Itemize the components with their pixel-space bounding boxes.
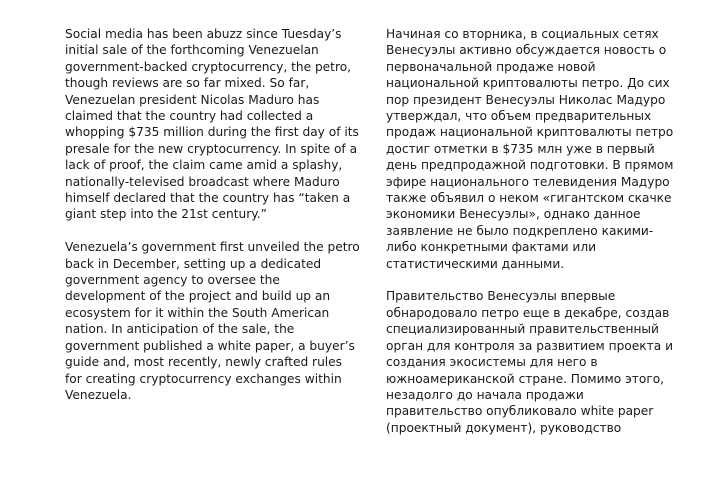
text-line: национальной криптовалюты петро. До сих	[386, 76, 670, 91]
text-line: либо конкретными фактами или	[386, 240, 597, 255]
text-line: nationally-televised broadcast where Maduro	[65, 174, 340, 189]
text-line: himself declared that the country has “taken a	[65, 191, 351, 206]
text-line: также объявил о неком «гигантском скачке	[386, 191, 672, 206]
text-line: ecosystem for it within the South American	[65, 305, 330, 320]
text-line: пор президент Венесуэлы Николас Мадуро	[386, 92, 666, 107]
text-line: claimed that the country had collected a	[65, 109, 314, 124]
text-line: орган для контроля за развитием проекта и	[386, 338, 673, 353]
text-line: for creating cryptocurrency exchanges within	[65, 371, 342, 386]
text-line: nation. In anticipation of the sale, the	[65, 322, 295, 337]
text-line: Venezuela’s government first unveiled the petro	[65, 240, 360, 255]
text-line: обнародовало петро еще в декабре, создав	[386, 305, 670, 320]
text-line: lack of proof, the claim came amid a splashy,	[65, 158, 343, 173]
text-line: government published a white paper, a buyer’s	[65, 338, 355, 353]
text-line: Правительство Венесуэлы впервые	[386, 289, 616, 304]
text-line: guide and, most recently, newly crafted rules	[65, 355, 343, 370]
text-line: giant step into the 21st century.”	[65, 207, 267, 222]
text-line: утверждал, что объем предварительных	[386, 109, 652, 124]
paragraph-gap	[65, 223, 377, 239]
text-line: заявление не было подкреплено какими-	[386, 223, 654, 238]
russian-paragraph-1	[386, 26, 708, 272]
text-line: Social media has been abuzz since Tuesday’s	[65, 27, 342, 41]
text-line: продаж национальной криптовалюты петро	[386, 125, 674, 140]
text-line: правительство опубликовало white paper	[386, 404, 654, 419]
text-line: экономики Венесуэлы», однако данное	[386, 207, 641, 222]
text-line: достиг отметки в $735 млн уже в первый	[386, 141, 655, 156]
paragraph-gap	[386, 272, 708, 288]
text-line: южноамериканской стране. Помимо этого,	[386, 371, 665, 386]
text-line: development of the project and build up an	[65, 289, 331, 304]
text-line: Начиная со вторника, в социальных сетях	[386, 27, 659, 41]
english-column	[65, 26, 377, 403]
russian-paragraph-2	[386, 288, 708, 436]
text-line: (проектный документ), руководство	[386, 420, 622, 435]
text-line: статистическими данными.	[386, 256, 565, 271]
text-line: Venezuelan president Nicolas Maduro has	[65, 92, 320, 107]
text-line: первоначальной продаже новой	[386, 59, 596, 74]
text-line: эфире национального телевидения Мадуро	[386, 174, 670, 189]
text-line: создания экосистемы для него в	[386, 355, 598, 370]
english-paragraph-1	[65, 26, 377, 223]
russian-column	[386, 26, 708, 436]
text-line: специализированный правительственный	[386, 322, 659, 337]
text-line: Венесуэлы активно обсуждается новость о	[386, 43, 667, 58]
text-line: незадолго до начала продажи	[386, 387, 584, 402]
text-line: день предпродажной подготовки. В прямом	[386, 158, 674, 173]
text-line: presale for the new cryptocurrency. In spite of a	[65, 141, 358, 156]
text-line: back in December, setting up a dedicated	[65, 256, 322, 271]
text-line: government-backed cryptocurrency, the petro,	[65, 59, 352, 74]
english-paragraph-2	[65, 239, 377, 403]
text-line: whopping $735 million during the first day of its	[65, 125, 359, 140]
text-line: though reviews are so far mixed. So far,	[65, 76, 310, 91]
text-line: initial sale of the forthcoming Venezuelan	[65, 43, 319, 58]
text-line: Venezuela.	[65, 387, 132, 402]
text-line: government agency to oversee the	[65, 273, 280, 288]
